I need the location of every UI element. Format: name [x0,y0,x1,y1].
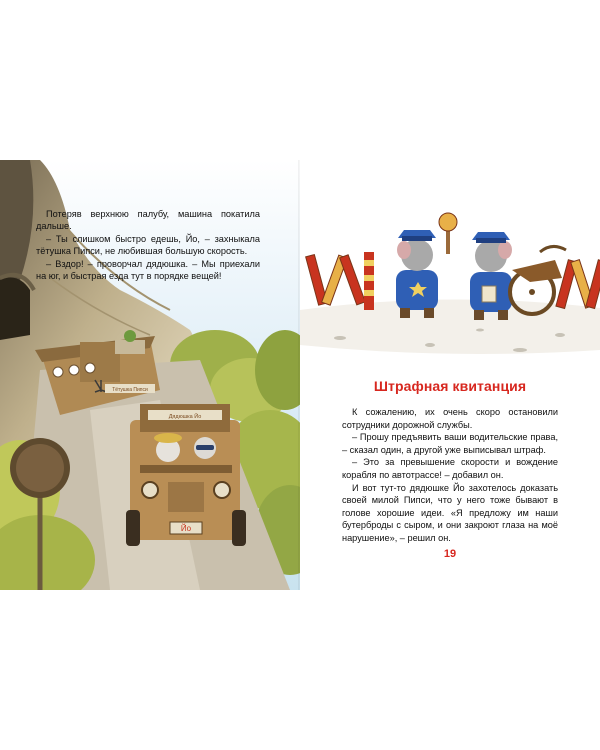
left-page [0,160,300,590]
car-sign: Дядюшка Йо [168,414,202,420]
car-plate: Йо [180,524,192,533]
paragraph: И вот тут-то дядюшке Йо захотелось доказать своей милой Пипси, что у него тоже бывают в голове хорошие идеи. «Я предложу им наши бутерброды с сыром, и они закроют глаза на моё нарушение», – решил он. [342,482,558,543]
paragraph: – Это за превышение скорости и вождение корабля по автотрассе! – добавил он. [342,457,558,480]
paragraph: – Ты слишком быстро едешь, Йо, – захныкала тётушка Пипси, не любившая большую скорость. [36,233,260,257]
chapter-heading: Штрафная квитанция [373,378,527,394]
right-page-text [342,406,558,545]
traffic-police-illustration [300,160,600,370]
page-number: 19 [443,548,457,560]
paragraph: Потеряв верхнюю палубу, машина покатила дальше. [36,209,260,232]
book-spread [0,160,600,590]
paragraph: – Вздор! – проворчал дядюшка. – Мы приехали на юг, и быстрая езда тут в порядке вещей! [36,258,260,282]
boat-sign: Тётушка Пипси [112,387,148,393]
right-page [300,160,600,590]
paragraph: К сожалению, их очень скоро остановили сотрудники дорожной службы. [342,407,558,430]
paragraph: – Прошу предъявить ваши водительские права, – сказал один, а другой уже выписывал штраф. [342,432,558,455]
left-page-text [36,208,260,282]
